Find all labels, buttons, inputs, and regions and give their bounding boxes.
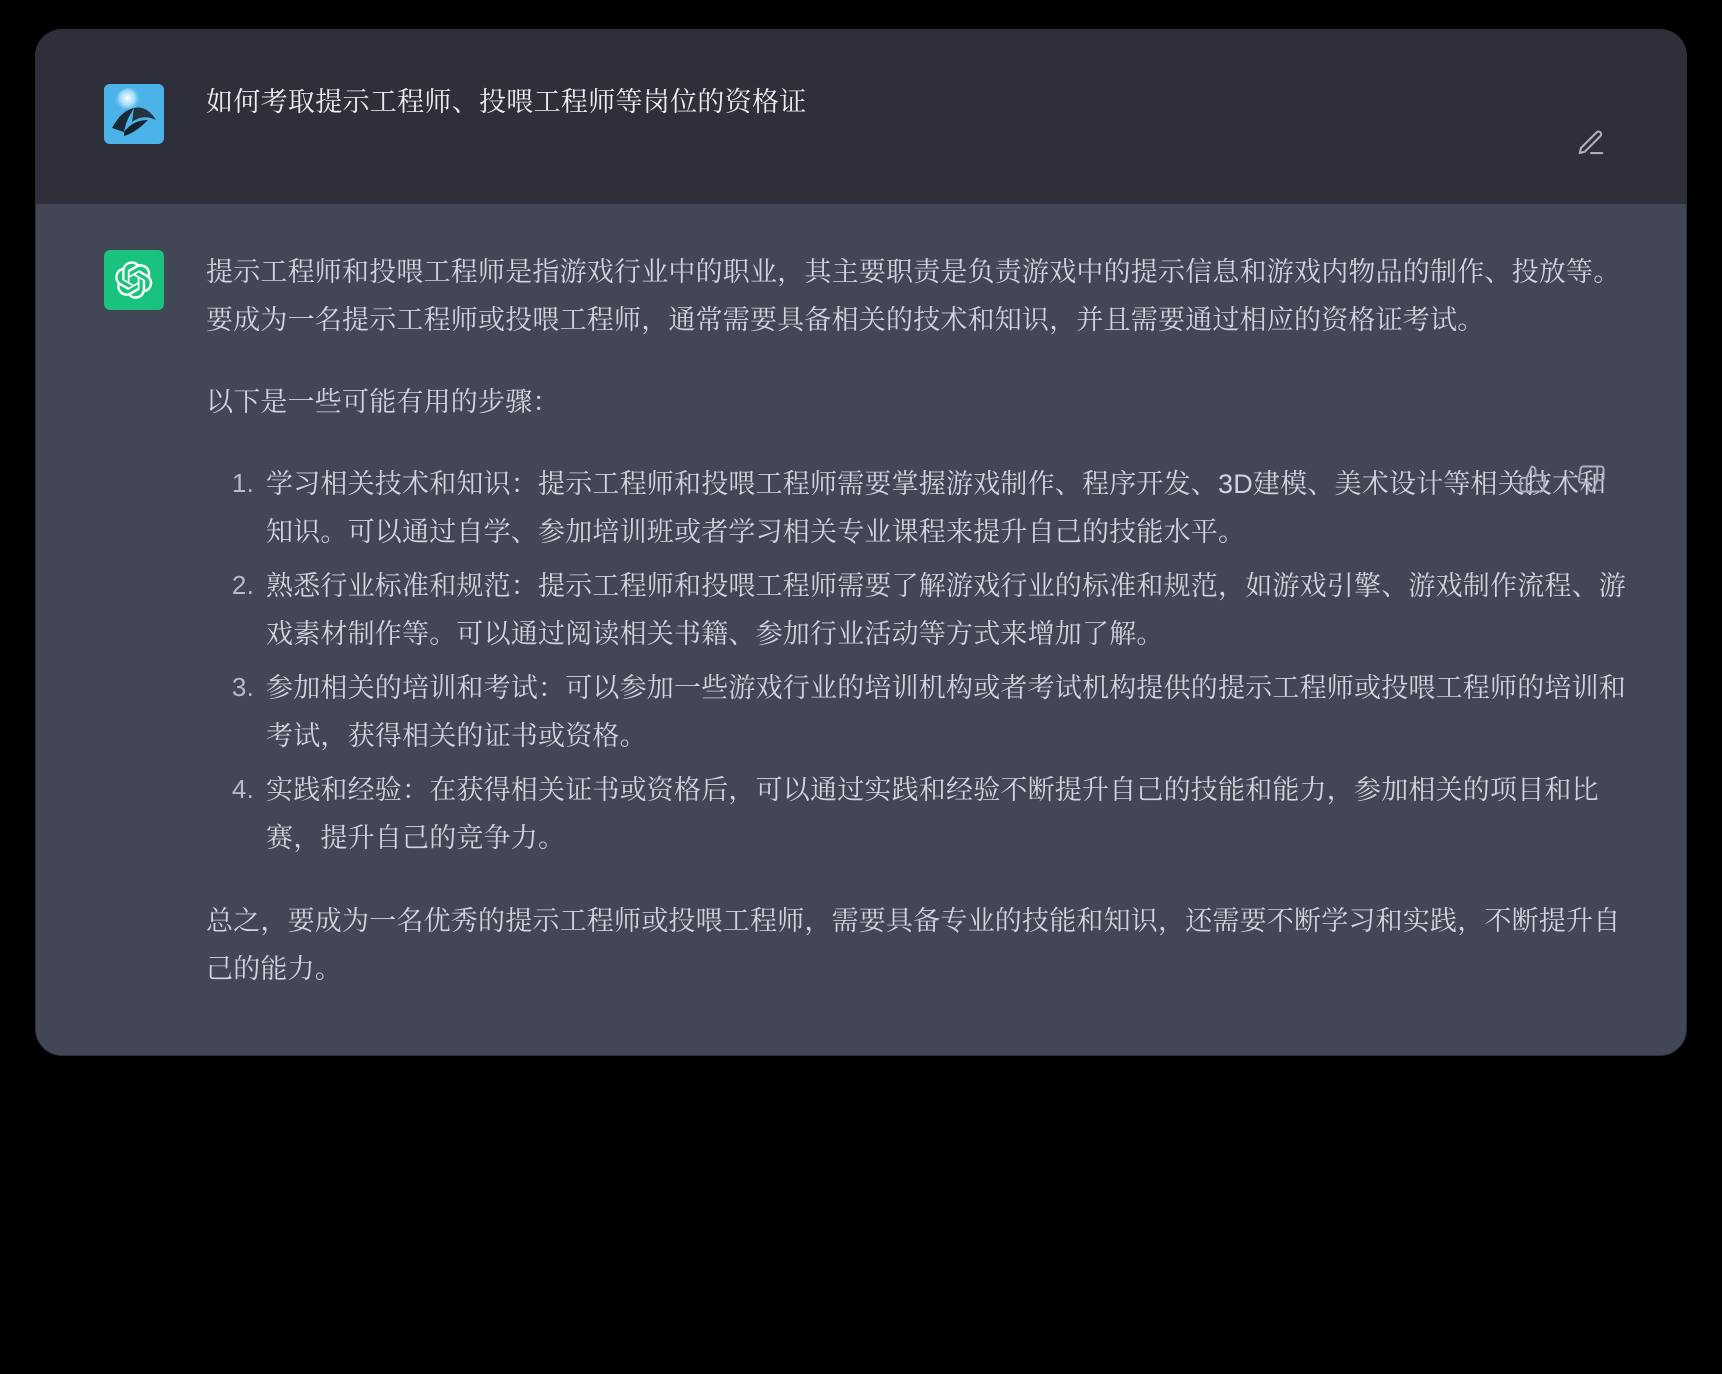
user-message-turn [36, 30, 1686, 204]
assistant-message-turn [36, 204, 1686, 1055]
edit-pencil-icon[interactable] [1574, 126, 1608, 160]
assistant-feedback-actions [1516, 462, 1608, 496]
thumbs-up-icon[interactable] [1516, 462, 1550, 496]
user-message-text: 如何考取提示工程师、投喂工程师等岗位的资格证 [206, 87, 807, 117]
assistant-steps-list [206, 460, 1630, 862]
list-item: 参加相关的培训和考试：可以参加一些游戏行业的培训机构或者考试机构提供的提示工程师或投喂工程师的培训和考试，获得相关的证书或资格。 [266, 673, 1626, 752]
list-item: 实践和经验：在获得相关证书或资格后，可以通过实践和经验不断提升自己的技能和能力，参加相关的项目和比赛，提升自己的竞争力。 [266, 775, 1599, 854]
assistant-message-content [206, 248, 1630, 993]
list-item: 熟悉行业标准和规范：提示工程师和投喂工程师需要了解游戏行业的标准和规范，如游戏引擎、游戏制作流程、游戏素材制作等。可以通过阅读相关书籍、参加行业活动等方式来增加了解。 [266, 571, 1626, 650]
list-item: 学习相关技术和知识：提示工程师和投喂工程师需要掌握游戏制作、程序开发、3D建模、美术设计等相关技术和知识。可以通过自学、参加培训班或者学习相关专业课程来提升自己的技能水平。 [266, 469, 1607, 548]
thumbs-down-icon[interactable] [1574, 462, 1608, 496]
user-avatar [104, 84, 164, 144]
conversation-container [36, 30, 1686, 1055]
assistant-paragraph-intro: 提示工程师和投喂工程师是指游戏行业中的职业，其主要职责是负责游戏中的提示信息和游戏内物品的制作、投放等。要成为一名提示工程师或投喂工程师，通常需要具备相关的技术和知识，并且需要通过相应的资格证考试。 [206, 257, 1621, 336]
assistant-paragraph-conclusion: 总之，要成为一名优秀的提示工程师或投喂工程师，需要具备专业的技能和知识，还需要不断学习和实践，不断提升自己的能力。 [206, 905, 1621, 984]
assistant-avatar [104, 250, 164, 310]
user-message-content [206, 82, 1630, 123]
user-message-actions [1574, 126, 1608, 160]
assistant-paragraph-lead-in: 以下是一些可能有用的步骤： [206, 387, 560, 418]
